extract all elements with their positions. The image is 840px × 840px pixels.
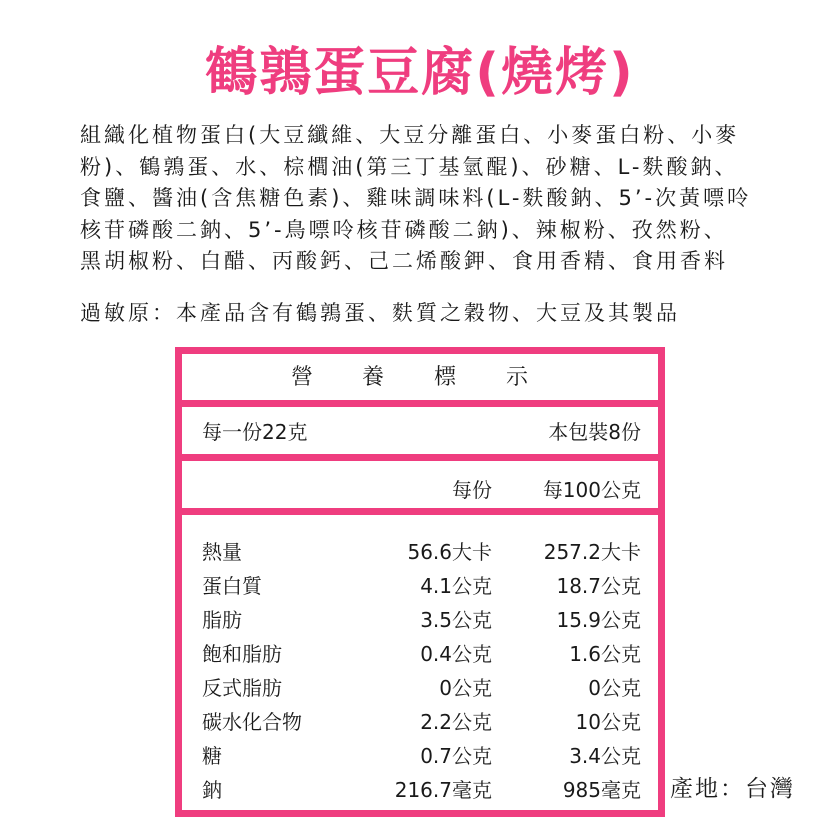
column-header-per-100g: 每100公克 (542, 478, 641, 502)
nutrient-name: 蛋白質 (202, 574, 262, 598)
ingredients-line: 食鹽、醬油(含焦糖色素)、雞味調味料(L-麩酸鈉、5’-次黃嘌呤 (80, 186, 752, 210)
nutrition-header-char: 示 (506, 365, 529, 390)
nutrient-per-100g: 985毫克 (562, 778, 641, 802)
nutrient-name: 糖 (202, 744, 222, 768)
nutrient-per-serving: 2.2公克 (420, 710, 492, 734)
nutrient-per-100g: 257.2大卡 (543, 540, 641, 564)
country-of-origin: 產地：台灣 (670, 776, 795, 802)
nutrient-per-serving: 4.1公克 (420, 574, 492, 598)
ingredients-line: 核苷磷酸二鈉、5’-鳥嘌呤核苷磷酸二鈉)、辣椒粉、孜然粉、 (80, 217, 728, 242)
nutrient-per-100g: 0公克 (588, 676, 641, 700)
column-header-per-serving: 每份 (452, 478, 492, 502)
nutrient-per-100g: 18.7公克 (556, 574, 641, 598)
nutrient-per-serving: 56.6大卡 (407, 540, 492, 564)
ingredients-list (80, 120, 800, 278)
serving-size: 每一份22克 (202, 420, 308, 444)
nutrition-table-header (182, 354, 658, 401)
nutrient-per-serving: 0.4公克 (420, 642, 492, 666)
ingredients-line: 黑胡椒粉、白醋、丙酸鈣、己二烯酸鉀、食用香精、食用香料 (80, 249, 728, 273)
table-divider (182, 508, 658, 515)
nutrient-name: 飽和脂肪 (202, 642, 282, 666)
table-divider (182, 454, 658, 461)
nutrition-header-char: 養 (362, 365, 385, 390)
ingredients-line: 粉)、鶴鶉蛋、水、棕櫚油(第三丁基氫醌)、砂糖、L-麩酸鈉、 (80, 154, 739, 179)
nutrient-per-serving: 0公克 (439, 676, 492, 700)
nutrient-per-100g: 1.6公克 (569, 642, 641, 666)
servings-per-package: 本包裝8份 (548, 420, 641, 444)
nutrient-per-serving: 0.7公克 (420, 744, 492, 768)
nutrient-name: 脂肪 (202, 608, 242, 632)
product-title: 鶴鶉蛋豆腐(燒烤) (205, 43, 635, 103)
nutrient-name: 反式脂肪 (202, 676, 282, 700)
nutrient-name: 鈉 (202, 778, 222, 802)
nutrition-facts-table (175, 347, 665, 817)
nutrient-per-100g: 15.9公克 (556, 608, 641, 632)
nutrient-per-100g: 10公克 (575, 710, 641, 734)
nutrient-name: 熱量 (202, 540, 242, 564)
nutrient-name: 碳水化合物 (202, 710, 302, 734)
ingredients-line: 組織化植物蛋白(大豆纖維、大豆分離蛋白、小麥蛋白粉、小麥 (80, 123, 740, 147)
allergen-statement: 過敏原：本產品含有鶴鶉蛋、麩質之穀物、大豆及其製品 (80, 301, 680, 325)
nutrient-per-serving: 3.5公克 (420, 608, 492, 632)
nutrient-per-100g: 3.4公克 (569, 744, 641, 768)
nutrition-header-char: 標 (434, 365, 457, 390)
nutrition-header-char: 營 (291, 365, 314, 390)
nutrient-per-serving: 216.7毫克 (394, 778, 492, 802)
table-divider (182, 400, 658, 407)
